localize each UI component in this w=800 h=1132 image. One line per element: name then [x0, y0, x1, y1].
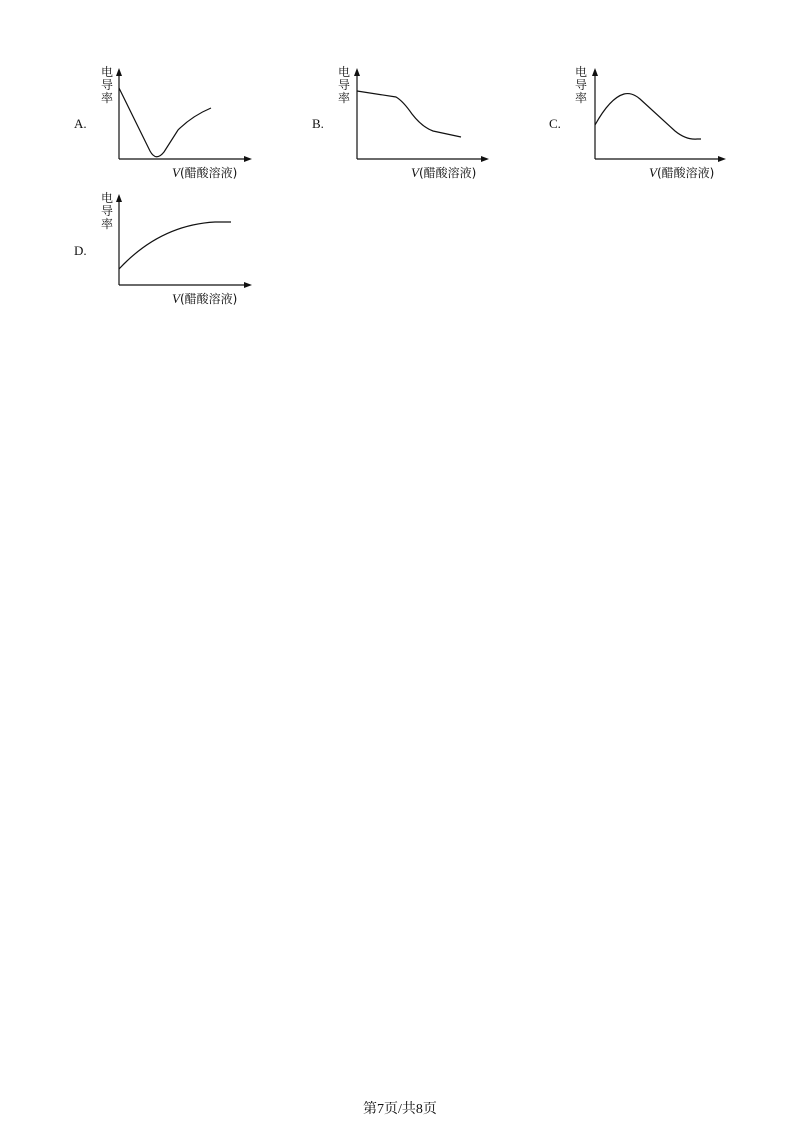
curve	[119, 222, 231, 269]
x-axis-arrow	[718, 156, 726, 162]
y-axis-arrow	[116, 194, 122, 202]
curve	[595, 94, 701, 140]
x-axis-variable: V	[172, 165, 180, 180]
x-axis-arrow	[244, 282, 252, 288]
x-axis-variable: V	[411, 165, 419, 180]
y-axis-arrow	[592, 68, 598, 76]
option-letter: D.	[74, 243, 87, 258]
option-letter: C.	[549, 116, 561, 131]
option-letter: A.	[74, 116, 87, 131]
y-axis-label: 电导率	[574, 65, 587, 105]
page-number: 第7页/共8页	[363, 1102, 437, 1117]
x-axis-variable: V	[649, 165, 657, 180]
y-axis-label: 电导率	[100, 191, 113, 231]
x-axis-text: (醋酸溶液)	[656, 166, 715, 180]
x-axis-label	[172, 290, 237, 307]
x-axis-text: (醋酸溶液)	[179, 292, 238, 306]
x-axis-text: (醋酸溶液)	[179, 166, 238, 180]
x-axis-label	[649, 164, 714, 181]
y-axis-label: 电导率	[337, 65, 350, 105]
conductivity-graph	[0, 0, 260, 300]
x-axis-variable: V	[172, 291, 180, 306]
option-letter: B.	[312, 116, 324, 131]
y-axis-label: 电导率	[100, 65, 113, 105]
x-axis-text: (醋酸溶液)	[418, 166, 477, 180]
